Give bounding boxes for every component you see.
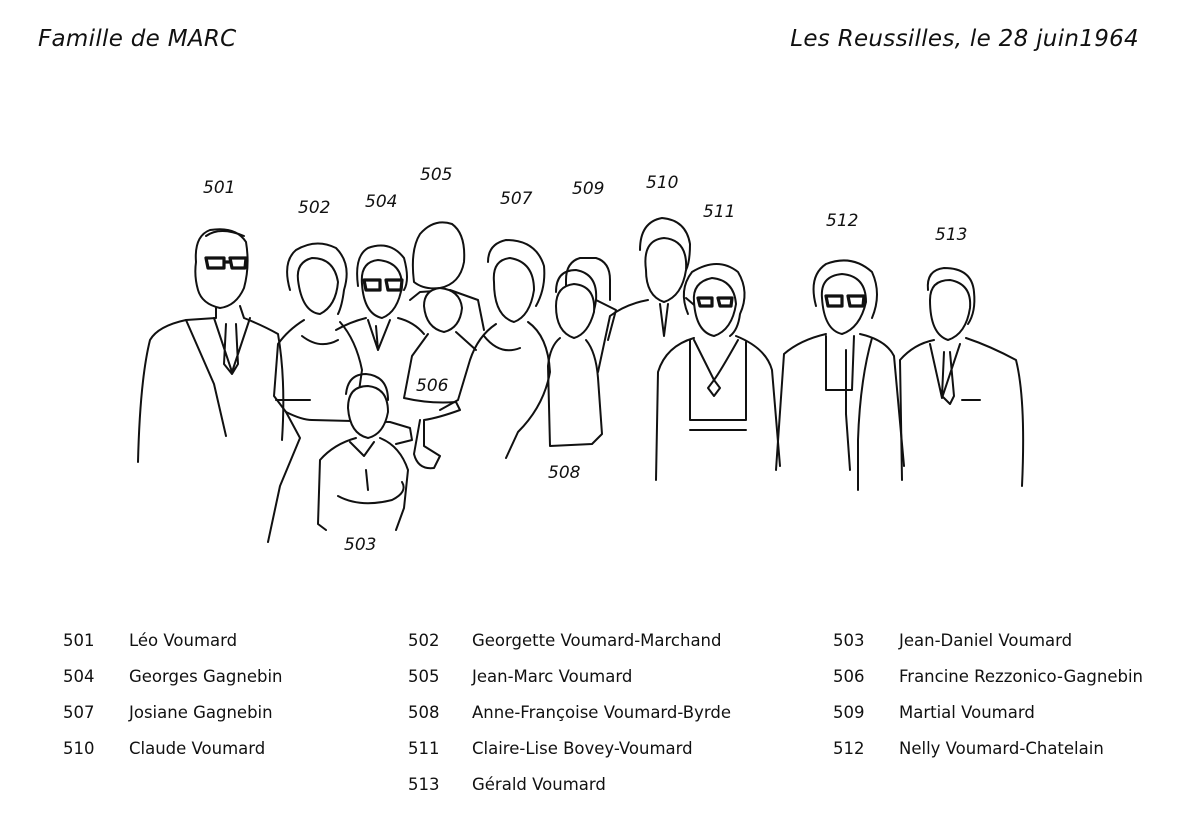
legend-number: 510 (63, 739, 95, 758)
figure-label-507: 507 (500, 189, 533, 209)
figure-label-503: 503 (344, 535, 377, 555)
person-513-outline (900, 268, 1023, 486)
figure-label-509: 509 (572, 179, 605, 199)
place-date: Les Reussilles, le 28 juin1964 (790, 26, 1139, 52)
legend-number: 503 (833, 631, 865, 650)
legend-name: Josiane Gagnebin (129, 703, 273, 722)
person-501-outline (138, 229, 283, 462)
person-503-outline (318, 374, 408, 530)
figure-label-505: 505 (420, 165, 453, 185)
legend-name: Anne-Françoise Voumard-Byrde (472, 703, 731, 722)
figure-label-506: 506 (416, 376, 449, 396)
figure-label-508: 508 (548, 463, 581, 483)
legend-name: Jean-Daniel Voumard (899, 631, 1073, 650)
legend-name: Nelly Voumard-Chatelain (899, 739, 1104, 758)
figure-label-512: 512 (826, 211, 859, 231)
legend-name: Jean-Marc Voumard (472, 667, 633, 686)
figure-label-501: 501 (203, 178, 236, 198)
legend-name: Martial Voumard (899, 703, 1035, 722)
legend-number: 505 (408, 667, 440, 686)
legend-number: 513 (408, 775, 440, 794)
legend-number: 502 (408, 631, 440, 650)
legend-number: 506 (833, 667, 865, 686)
legend-name: Gérald Voumard (472, 775, 606, 794)
legend-number: 507 (63, 703, 95, 722)
legend-number: 511 (408, 739, 440, 758)
figure-label-511: 511 (703, 202, 736, 222)
legend-number: 508 (408, 703, 440, 722)
figure-label-502: 502 (298, 198, 331, 218)
page-title: Famille de MARC (38, 26, 237, 52)
legend-number: 504 (63, 667, 95, 686)
legend-number: 509 (833, 703, 865, 722)
legend-name: Léo Voumard (129, 631, 238, 650)
figure-label-513: 513 (935, 225, 968, 245)
legend-name: Georgette Voumard-Marchand (472, 631, 722, 650)
legend-name: Georges Gagnebin (129, 667, 283, 686)
legend-number: 512 (833, 739, 865, 758)
legend-name: Claude Voumard (129, 739, 266, 758)
figure-label-504: 504 (365, 192, 398, 212)
person-507-outline (440, 240, 550, 458)
person-508-outline (548, 270, 602, 446)
figure-label-510: 510 (646, 173, 679, 193)
legend-number: 501 (63, 631, 95, 650)
legend-name: Claire-Lise Bovey-Voumard (472, 739, 693, 758)
person-512-outline (776, 260, 904, 490)
legend-name: Francine Rezzonico-Gagnebin (899, 667, 1144, 686)
